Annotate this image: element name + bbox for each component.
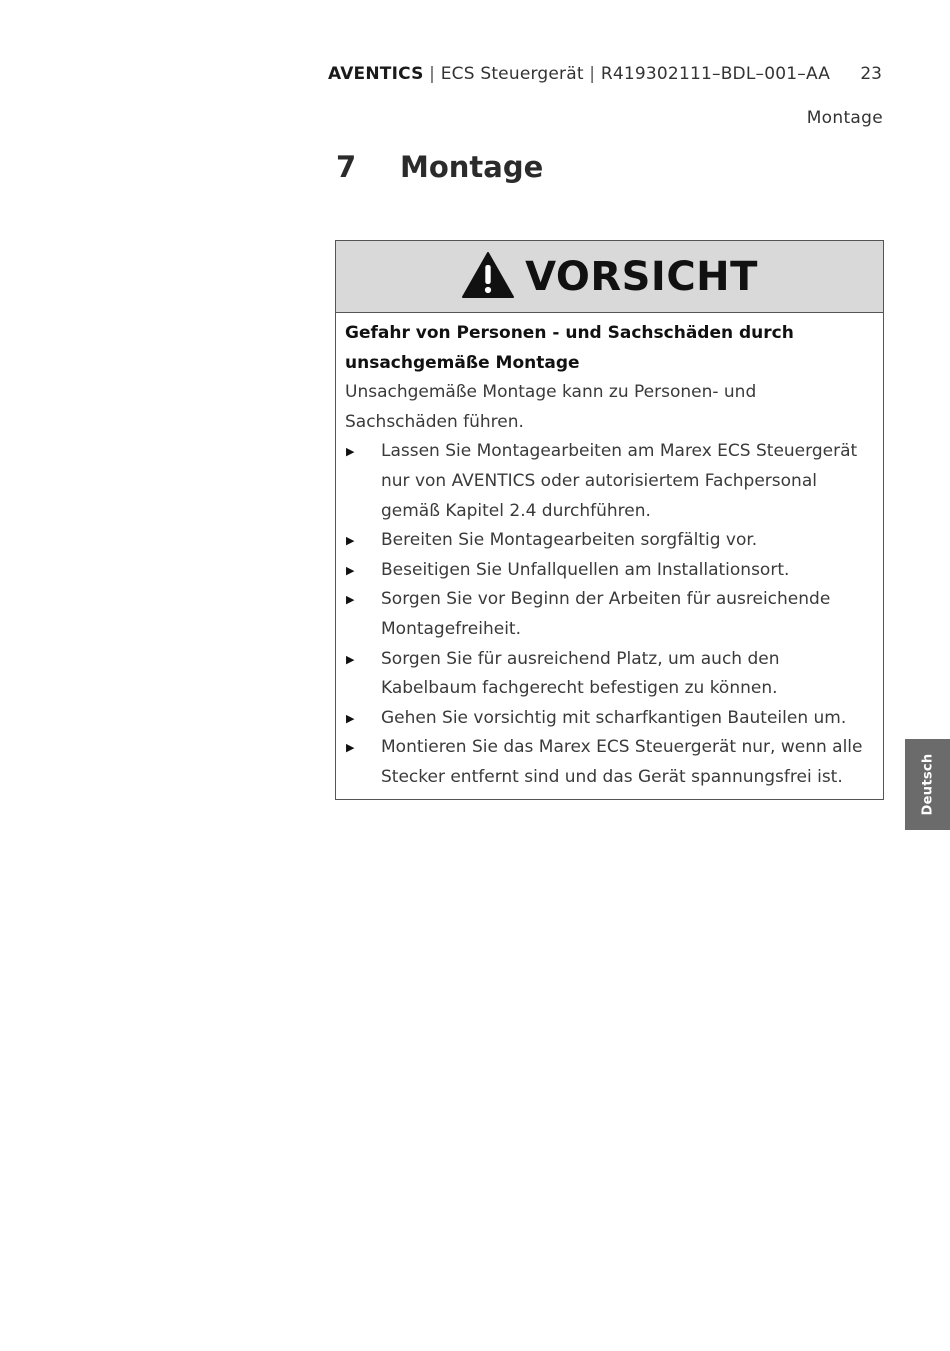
measure-text: Gehen Sie vorsichtig mit scharfkantigen Bauteilen um. [381,707,847,728]
measures-list [345,437,873,792]
list-item [345,733,873,792]
list-item [345,585,873,644]
measure-text: Beseitigen Sie Unfallquellen am Installationsort. [381,559,790,580]
language-tab [905,739,950,830]
chapter-number: 7 [336,150,357,184]
bullet-arrow-icon: ▶ [346,534,355,548]
language-tab-label: Deutsch [920,753,936,816]
hazard-consequence: Unsachgemäße Montage kann zu Personen- und Sachschäden führen. [345,382,757,432]
chapter-heading [336,150,543,184]
measure-text: Sorgen Sie für ausreichend Platz, um auch den Kabelbaum fachgerecht befestigen zu können. [381,648,780,699]
list-item [345,437,873,526]
bullet-arrow-icon: ▶ [346,593,355,607]
list-item [345,526,873,556]
header-separator-2: | [589,64,596,84]
chapter-title: Montage [400,150,544,184]
list-item [345,704,873,734]
document-number: R419302111–BDL–001–AA [600,64,831,84]
measure-text: Bereiten Sie Montagearbeiten sorgfältig vor. [381,530,758,551]
product-name: ECS Steuergerät [440,64,584,84]
bullet-arrow-icon: ▶ [346,445,355,459]
brand-name: AVENTICS [328,64,424,84]
running-header [328,64,830,84]
bullet-arrow-icon: ▶ [346,741,355,755]
section-label: Montage [806,108,883,128]
hazard-title: Gefahr von Personen - und Sachschäden durch unsachgemäße Montage [345,323,794,373]
warning-header [336,241,883,313]
measure-text: Lassen Sie Montagearbeiten am Marex ECS Steuergerät nur von AVENTICS oder autorisiertem Fachpersonal gemäß Kapitel 2.4 durchführen. [381,441,858,521]
measure-text: Sorgen Sie vor Beginn der Arbeiten für ausreichende Montagefreiheit. [381,589,831,639]
measure-text: Montieren Sie das Marex ECS Steuergerät nur, wenn alle Stecker entfernt sind und das Gerät spannungsfrei ist. [381,737,863,787]
bullet-arrow-icon: ▶ [346,563,355,577]
list-item [345,645,873,704]
warning-box [335,240,884,800]
header-separator-1: | [429,64,436,84]
warning-body [336,313,883,799]
list-item [345,556,873,586]
bullet-arrow-icon: ▶ [346,652,355,666]
bullet-arrow-icon: ▶ [346,711,355,725]
page-number: 23 [860,64,882,84]
warning-triangle-icon [461,251,515,303]
warning-title: VORSICHT [525,253,758,300]
